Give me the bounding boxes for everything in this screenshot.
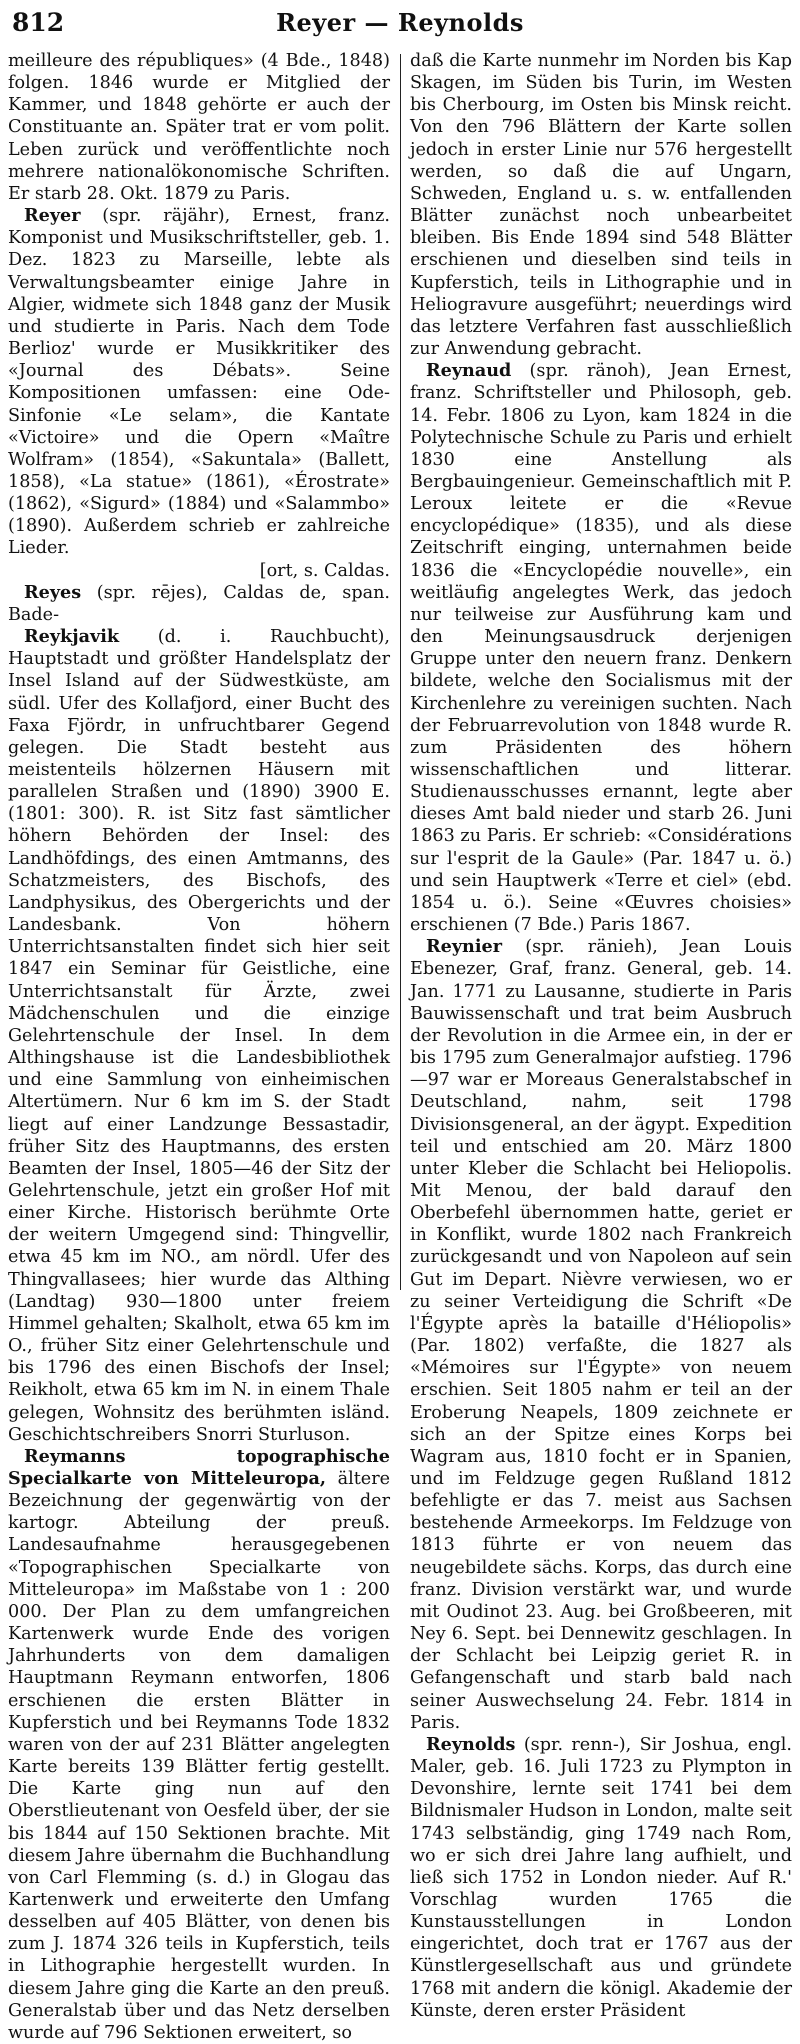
entry-reyes — [8, 582, 390, 626]
entry-headword: Reynolds — [426, 1733, 516, 1755]
entry-text: meilleure des républiques» (4 Bde., 1848) folgen. 1846 wurde er Mitglied der Kammer, und 1848 gehörte er auch der Constituante an. Später trat er vom polit. Leben zurück und veröffentlichte noch mehrere nationalökonomische Schriften. Er starb 28. Okt. 1879 zu Paris. — [8, 51, 390, 204]
entry-reyes-crossref — [8, 560, 390, 582]
right-column — [410, 50, 793, 2021]
entry-text: (spr. ränoh), Jean Ernest, franz. Schriftsteller und Philosoph, geb. 14. Febr. 1806 zu Lyon, kam 1824 in die Polytechnische Schule zu Paris und erhielt 1830 eine Anstellung als Bergbauingenieur. Gemeinschaftlich mit P. Leroux leitete er die «Revue encyclopédique» (1835), und als diese Zeitschrift einging, unternahmen beide 1836 die «Encyclopédie nouvelle», ein weitläufig angelegtes Werk, das jedoch nur teilweise zur Ausführung kam und den Meinungsausdruck derjenigen Gruppe unter den neuern franz. Denkern bildete, welche den Socialismus mit der Kirchenlehre zu vereinigen suchten. Nach der Februarrevolution von 1848 wurde R. zum Präsidenten des höhern wissenschaftlichen und litterar. Studienausschusses ernannt, legte aber dieses Amt bald nieder und starb 26. Juni 1863 zu Paris. Er schrieb: «Considérations sur l'esprit de la Gaule» (Par. 1847 u. ö.) und sein Hauptwerk «Terre et ciel» (ebd. 1854 u. ö.). Seine «Œuvres choisies» erschienen (7 Bde.) Paris 1867. — [410, 361, 792, 936]
entry-text: daß die Karte nunmehr im Norden bis Kap Skagen, im Süden bis Turin, im Westen bis Cherbourg, im Osten bis Minsk reicht. Von den 796 Blättern der Karte sollen jedoch in erster Linie nur 576 hergestellt werden, so daß die auf Ungarn, Schweden, England u. s. w. entfallenden Blätter zunächst noch unbearbeitet bleiben. Bis Ende 1894 sind 548 Blätter erschienen und dieselben sind teils in Kupferstich, teils in Lithographie und in Heliogravure ausgeführt; neuerdings wird das letztere Verfahren fast ausschließlich zur Anwendung gebracht. — [410, 51, 792, 360]
entry-reymann — [8, 1446, 390, 2044]
left-column — [8, 50, 391, 2043]
entry-reymann-continuation — [410, 50, 792, 360]
entry-reynier — [410, 936, 792, 1734]
entry-text: (spr. räjähr), Ernest, franz. Komponist und Musikschriftsteller, geb. 1. Dez. 1823 zu Marseille, lebte als Verwaltungsbeamter einige Jahre in Algier, widmete sich 1848 ganz der Musik und studierte in Paris. Nach dem Tode Berlioz' wurde er Musikkritiker des «Journal des Débats». Seine Kompositionen umfassen: eine Ode-Sinfonie «Le selam», die Kantate «Victoire» und die Opern «Maître Wolfram» (1854), «Sakuntala» (Ballett, 1858), «La statue» (1861), «Érostrate» (1862), «Sigurd» (1884) und «Salammbo» (1890). Außerdem schrieb er zahlreiche Lieder. — [8, 206, 390, 559]
entry-text: [ort, s. Caldas. — [259, 560, 390, 581]
entry-reynolds — [410, 1734, 792, 2022]
entry-headword: Reymanns topographische Specialkarte von Mitteleuropa, — [8, 1445, 390, 1489]
entry-headword: Reyer — [24, 205, 81, 227]
entry-reynaud — [410, 360, 792, 936]
entry-reyer — [8, 205, 390, 560]
column-divider — [400, 54, 401, 1290]
page-header — [10, 6, 790, 40]
entry-headword: Reyes — [24, 581, 82, 603]
page-number: 812 — [12, 8, 65, 37]
entry-headword: Reynaud — [426, 360, 512, 382]
entry-reykjavik — [8, 626, 390, 1446]
entry-headword: Reynier — [426, 936, 502, 958]
entry-headword: Reykjavik — [24, 626, 120, 648]
entry-text: (spr. renn-), Sir Joshua, engl. Maler, geb. 16. Juli 1723 zu Plympton in Devonshire, lernte seit 1741 bei dem Bildnismaler Hudson in London, malte seit 1743 selbständig, ging 1749 nach Rom, wo er sich drei Jahre lang aufhielt, und ließ sich 1752 in London nieder. Auf R.' Vorschlag wurden 1765 die Kunstausstellungen in London eingerichtet, doch trat er 1767 aus der Künstlergesellschaft aus und gründete 1768 mit andern die königl. Akademie der Künste, deren erster Präsident — [410, 1734, 793, 2021]
entry-reybaud-continuation — [8, 50, 390, 205]
entry-text: ältere Bezeichnung der gegenwärtig von der kartogr. Abteilung der preuß. Landesaufnahme herausgegebenen «Topographischen Specialkarte von Mitteleuropa» im Maßstabe von 1 : 200 000. Der Plan zu dem umfangreichen Kartenwerk wurde Ende des vorigen Jahrhunderts von dem damaligen Hauptmann Reymann entworfen, 1806 erschienen die ersten Blätter in Kupferstich und bei Reymanns Tode 1832 waren von der auf 231 Blätter angelegten Karte bereits 139 Blätter fertig gestellt. Die Karte ging nun auf den Oberstlieutenant von Oesfeld über, der sie bis 1844 auf 150 Sektionen brachte. Mit diesem Jahre übernahm die Buchhandlung von Carl Flemming (s. d.) in Glogau das Kartenwerk und erweiterte den Umfang desselben auf 405 Blätter, von denen bis zum J. 1874 326 teils in Kupferstich, teils in Lithographie hergestellt wurden. In diesem Jahre ging die Karte an den preuß. Generalstab über und das Netz derselben wurde auf 796 Sektionen erweitert, so — [8, 1469, 391, 2043]
running-head: Reyer — Reynolds — [276, 8, 524, 37]
entry-text: (spr. ränieh), Jean Louis Ebenezer, Graf, franz. General, geb. 14. Jan. 1771 zu Lausanne, studierte in Paris Bauwissenschaft und trat beim Ausbruch der Revolution in die Armee ein, in der er bis 1795 zum Generalmajor aufstieg. 1796—97 war er Moreaus Generalstabschef in Deutschland, nahm, seit 1798 Divisionsgeneral, an der ägypt. Expedition teil und entschied am 20. März 1800 unter Kleber die Schlacht bei Heliopolis. Mit Menou, der bald darauf den Oberbefehl übernommen hatte, geriet er in Konflikt, wurde 1802 nach Frankreich zurückgesandt und von Napoleon auf sein Gut im Depart. Nièvre verwiesen, wo er zu seiner Verteidigung die Schrift «De l'Égypte après la bataille d'Héliopolis» (Par. 1802) verfaßte, die 1827 als «Mémoires sur l'Égypte» von neuem erschien. Seit 1805 nahm er teil an der Eroberung Neapels, 1809 zeichnete er sich an der Spitze eines Korps bei Wagram aus, 1810 focht er in Spanien, und im Feldzuge gegen Rußland 1812 befehligte er das 7. meist aus Sachsen bestehende Armeekorps. Im Feldzuge von 1813 führte er von neuem das neugebildete sächs. Korps, das durch eine franz. Division verstärkt war, und wurde mit Oudinot 23. Aug. bei Großbeeren, mit Ney 6. Sept. bei Dennewitz geschlagen. In der Schlacht bei Leipzig geriet R. in Gefangenschaft und starb bald nach seiner Auswechselung 24. Febr. 1814 in Paris. — [410, 937, 792, 1733]
entry-text: (spr. rējes), Caldas de, span. Bade- — [8, 582, 390, 625]
entry-text: (d. i. Rauchbucht), Hauptstadt und größter Handelsplatz der Insel Island auf der Südwestküste, am südl. Ufer des Kollafjord, einer Bucht des Faxa Fjördr, in unfruchtbarer Gegend gelegen. Die Stadt besteht aus meistenteils hölzernen Häusern mit parallelen Straßen und (1890) 3900 E. (1801: 300). R. ist Sitz fast sämtlicher höhern Behörden der Insel: des Landhöfdings, des einen Amtmanns, des Schatzmeisters, des Bischofs, des Landphysikus, des Obergerichts und der Landesbank. Von höhern Unterrichtsanstalten findet sich hier seit 1847 ein Seminar für Geistliche, eine Unterrichtsanstalt für Ärzte, zwei Mädchenschulen und die einzige Gelehrtenschule der Insel. In dem Althingshause ist die Landesbibliothek und eine Sammlung von einheimischen Altertümern. Nur 6 km im S. der Stadt liegt auf einer Landzunge Bessastadir, früher Sitz des Hauptmanns, des ersten Beamten der Insel, 1805—46 der Sitz der Gelehrtenschule, jetzt ein großer Hof mit einer Kirche. Historisch berühmte Orte der weitern Umgegend sind: Thingvellir, etwa 45 km im NO., am nördl. Ufer des Thingvallasees; hier wurde das Althing (Landtag) 930—1800 unter freiem Himmel gehalten; Skalholt, etwa 65 km im O., früher Sitz einer Gelehrtenschule und bis 1796 des einen Bischofs der Insel; Reikholt, etwa 65 km im N. in einem Thale gelegen, Wohnsitz des berühmten isländ. Geschichtschreibers Snorri Sturluson. — [8, 627, 390, 1445]
